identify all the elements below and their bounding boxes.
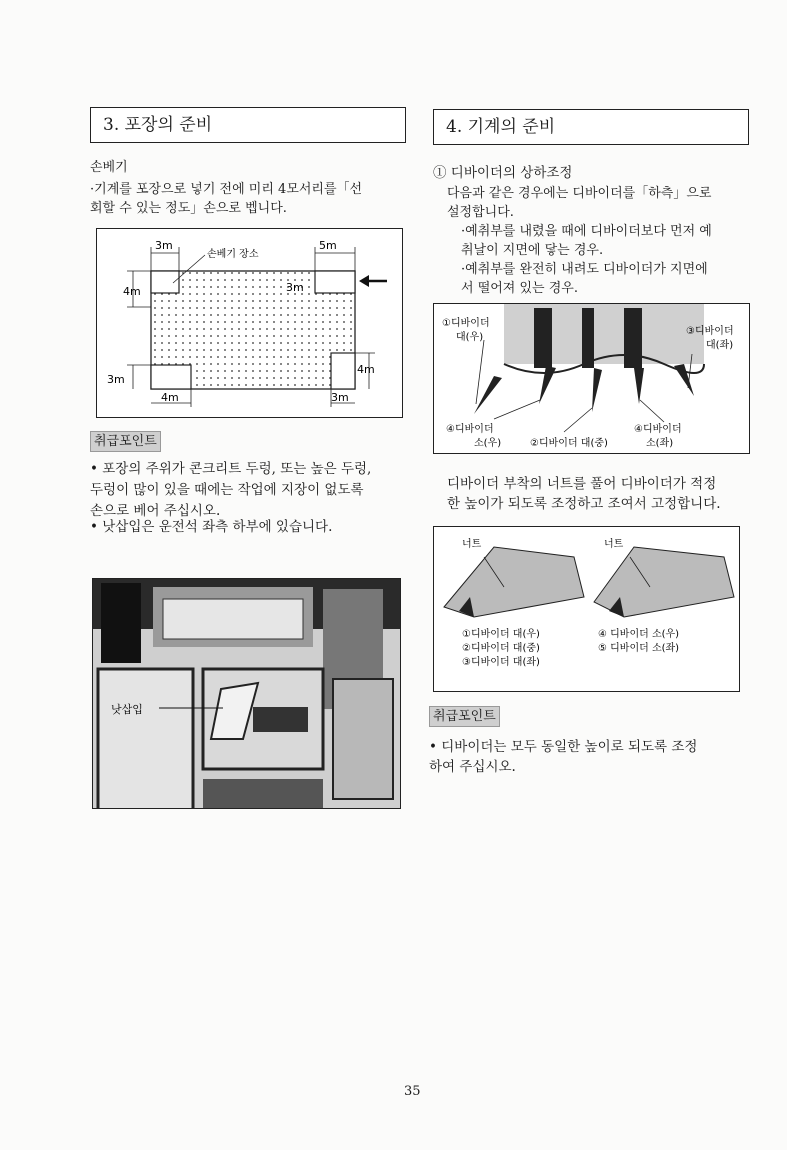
left-intro-line-2: 회할 수 있는 정도」손으로 벱니다. [90, 201, 287, 216]
d2-leg-2: ②디바이더 대(중) [462, 643, 540, 654]
corner-bottom-left [151, 365, 191, 389]
right-subheading: ① 디바이더의 상하조정 [433, 165, 573, 181]
divider-diagram-1-svg [434, 304, 750, 454]
right-case-line-4: 서 떨어져 있는 경우. [461, 281, 578, 296]
dim-4m-right: 4m [357, 363, 375, 376]
d1-label-1b: 대(우) [456, 332, 484, 343]
d1-label-1: ①디바이더 [442, 318, 490, 329]
d1-label-3b: 대(좌) [706, 340, 734, 351]
cabin-photo-svg [93, 579, 401, 809]
d1-label-3: ③디바이더 [686, 326, 734, 337]
d2-leg-4: ④ 디바이더 소(우) [598, 629, 680, 640]
right-intro-line-2: 설정합니다. [447, 205, 514, 220]
left-bullet-1-line-1: • 포장의 주위가 콘크리트 두렁, 또는 높은 두렁, [90, 461, 372, 477]
corner-bottom-right [331, 353, 355, 389]
dim-4m-left: 4m [123, 285, 141, 298]
right-para-line-2: 한 높이가 되도록 조정하고 조여서 고정합니다. [447, 496, 721, 512]
dim-4m-bottom: 4m [161, 391, 179, 404]
left-bullet-2: • 낫삽입은 운전석 좌측 하부에 있습니다. [90, 519, 333, 535]
corner-top-right [315, 271, 355, 293]
field-diagram-svg [97, 229, 403, 418]
d2-leg-5: ⑤ 디바이더 소(좌) [598, 643, 680, 654]
dim-5m-top: 5m [319, 239, 337, 252]
d2-nut-2: 너트 [604, 539, 624, 550]
place-label: 손베기 장소 [207, 249, 259, 260]
field-diagram [96, 228, 403, 418]
d1-label-4b: 소(우) [474, 438, 502, 449]
right-bullet-line-1: • 디바이더는 모두 동일한 높이로 되도록 조정 [429, 739, 698, 755]
d1-label-4: ④디바이더 [446, 424, 494, 435]
cabin-photo [92, 578, 401, 809]
left-subheading: 손베기 [90, 160, 128, 175]
right-case-line-2: 취날이 지면에 닿는 경우. [461, 243, 604, 258]
d1-label-5b: 소(좌) [646, 438, 674, 449]
dim-3m-left: 3m [107, 373, 125, 386]
d2-leg-3: ③디바이더 대(좌) [462, 657, 540, 668]
right-case-line-1: ·예취부를 내렸을 때에 디바이더보다 먼저 예 [461, 224, 712, 239]
dim-3m-bottom: 3m [331, 391, 349, 404]
d1-label-2: ②디바이더 대(중) [530, 438, 608, 449]
divider-diagram-2-svg [434, 527, 740, 692]
right-intro-line-1: 다음과 같은 경우에는 디바이더를「하측」으로 [447, 186, 712, 201]
d1-label-5: ④디바이더 [634, 424, 682, 435]
left-intro-line-1: ·기계를 포장으로 넣기 전에 미리 4모서리를「선 [90, 182, 363, 197]
d2-nut-1: 너트 [462, 539, 482, 550]
d2-leg-1: ①디바이더 대(우) [462, 629, 540, 640]
right-bullet-line-2: 하여 주십시오. [429, 759, 516, 775]
page-number: 35 [404, 1084, 421, 1099]
right-section-title: 4. 기계의 준비 [433, 109, 749, 145]
divider-diagram-1 [433, 303, 750, 454]
right-handling-badge: 취급포인트 [429, 706, 500, 727]
left-bullet-1-line-3: 손으로 베어 주십시오. [90, 503, 221, 519]
slot-label: 낫삽입 [111, 703, 143, 716]
right-para-line-1: 디바이더 부착의 너트를 풀어 디바이더가 적정 [447, 476, 717, 492]
divider-diagram-2 [433, 526, 740, 692]
corner-top-left [151, 271, 179, 293]
left-section-title: 3. 포장의 준비 [90, 107, 406, 143]
right-case-line-3: ·예취부를 완전히 내려도 디바이더가 지면에 [461, 262, 708, 277]
dim-3m-top: 3m [155, 239, 173, 252]
dim-3m-inner: 3m [286, 281, 304, 294]
left-handling-badge: 취급포인트 [90, 431, 161, 452]
left-bullet-1-line-2: 두렁이 많이 있을 때에는 작업에 지장이 없도록 [90, 482, 364, 498]
